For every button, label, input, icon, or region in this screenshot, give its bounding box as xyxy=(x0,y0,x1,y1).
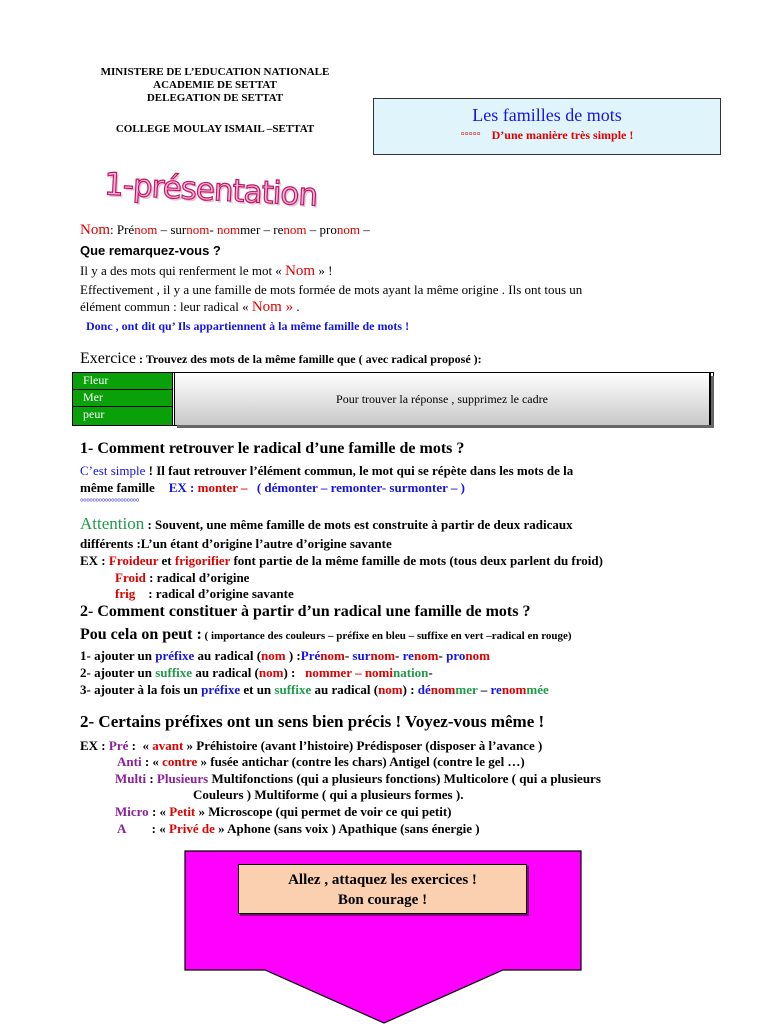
radical-part: nom xyxy=(501,682,527,697)
prefix-part: dé xyxy=(417,682,431,697)
text-fragment: – sur xyxy=(157,222,187,237)
subtitle-dots: °°°°° xyxy=(460,131,481,142)
text-fragment: Il y a des mots qui renferment le mot « xyxy=(80,263,286,278)
encouragement-line-2: Bon courage ! xyxy=(337,892,428,908)
text-fragment: ) : xyxy=(283,665,306,680)
text-fragment: ! Il faut retrouver l’élément commun, le mot qui se répète dans les mots de la xyxy=(145,463,574,478)
prefix-label: Pré xyxy=(108,738,129,753)
prefix-part: Pré xyxy=(300,648,321,663)
text-fragment: - xyxy=(209,222,217,237)
presentation-line-3 xyxy=(80,299,300,315)
presentation-heading: 1-présentation xyxy=(103,166,318,214)
text-fragment: ) : xyxy=(285,648,301,663)
text-fragment: – pro xyxy=(306,222,337,237)
prefix-label: Multi xyxy=(115,771,147,786)
radical-word: nom xyxy=(261,648,286,663)
text-fragment: EX : xyxy=(80,738,109,753)
subtitle: D’une manière très simple ! xyxy=(491,128,634,142)
suffix-part: mée xyxy=(526,682,549,697)
prefix-part: pro xyxy=(446,648,466,663)
text-fragment: : radical d’origine xyxy=(145,570,250,585)
prefix-row-pre xyxy=(80,738,542,754)
ex-list: ( démonter – remonter- surmonter – ) xyxy=(256,480,465,495)
word-mer: Mer xyxy=(83,390,103,404)
radical-froid xyxy=(115,570,249,586)
method-2: 2- ajouter un suffixe au radical (nom) : nommer – nomination- xyxy=(80,665,433,680)
radical-part: nom xyxy=(320,648,345,663)
word-peur: peur xyxy=(83,407,105,421)
radical-word: nom xyxy=(378,682,403,697)
radical-part: nomi xyxy=(364,665,393,680)
text-fragment: » Aphone (sans voix ) Apathique (sans énergie ) xyxy=(214,821,480,836)
presentation-line-1 xyxy=(80,263,332,279)
college-line: COLLEGE MOULAY ISMAIL –SETTAT xyxy=(115,123,315,135)
conclusion: Donc , ont dit qu’ Ils appartiennent à la même famille de mots ! xyxy=(86,319,410,333)
prefix-label: A xyxy=(117,821,126,836)
method-3: 3- ajouter à la fois un préfixe et un suffixe au radical (nom) : dénommer – renommée xyxy=(80,682,549,697)
prefix-row-multi-cont: Couleurs ) Multiforme ( qui a plusieurs formes ). xyxy=(193,787,464,802)
method-1: 1- ajouter un préfixe au radical (nom ) :Prénom- surnom- renom- pronom xyxy=(80,648,490,663)
example-nommer: nommer xyxy=(305,665,352,680)
radical-fragment: nom xyxy=(134,222,158,237)
prefix-meaning: avant xyxy=(152,738,184,753)
prefix-word: préfixe xyxy=(201,682,241,697)
text-fragment: : « xyxy=(141,754,163,769)
text-fragment: » ! xyxy=(315,263,333,278)
word-cell xyxy=(73,407,173,425)
ex-word: monter – xyxy=(194,480,251,495)
section1-line-1 xyxy=(80,463,573,479)
suffix-word: suffixe xyxy=(155,665,193,680)
text-fragment: : radical d’origine savante xyxy=(135,586,294,601)
suffix-part: nation xyxy=(393,665,429,680)
delegation-line: DELEGATION DE SETTAT xyxy=(146,92,284,104)
radical-word: nom xyxy=(258,665,284,680)
radical-word: frig xyxy=(115,586,136,601)
color-note: ( importance des couleurs – préfixe en bleu – suffixe en vert –radical en rouge) xyxy=(201,630,572,642)
prefix-meaning: Privé de xyxy=(169,821,215,836)
word-cell xyxy=(73,390,173,407)
text-fragment: au radical ( xyxy=(311,682,379,697)
text-fragment: élément commun : leur radical « xyxy=(80,299,252,314)
ministry-header xyxy=(70,66,360,105)
attention-label: Attention xyxy=(80,514,145,533)
ex-label: EX : xyxy=(80,553,109,568)
text-fragment: et un xyxy=(240,682,275,697)
text-fragment: » Préhistoire (avant l’histoire) Prédisposer (disposer à l’avance ) xyxy=(183,738,543,753)
text-fragment: même famille xyxy=(80,480,155,495)
word-cell xyxy=(73,373,173,390)
radical-word: Froid xyxy=(115,570,146,585)
text-fragment: – xyxy=(359,222,370,237)
prefix-meaning: contre xyxy=(162,754,198,769)
attention-line-1 xyxy=(80,516,573,533)
prefix-label: Anti xyxy=(117,754,142,769)
suffix-word: suffixe xyxy=(274,682,312,697)
text-fragment: : Souvent, une même famille de mots est construite à partir de deux radicaux xyxy=(144,517,573,532)
text-fragment: 1- ajouter un xyxy=(80,648,156,663)
prefix-part: re xyxy=(490,682,502,697)
prefix-row-micro xyxy=(115,804,452,820)
text-fragment: font partie de la même famille de mots (tous deux parlent du froid) xyxy=(230,553,603,568)
dots-separator: °°°°°°°°°°°°°°°°°°° xyxy=(80,497,139,507)
nom-line xyxy=(80,222,370,238)
pou-label: Pou cela on peut : xyxy=(80,626,202,643)
nom-word: Nom xyxy=(285,263,316,279)
radical-frig xyxy=(115,586,294,602)
text-fragment: : « xyxy=(125,821,170,836)
text-fragment: 2- ajouter un xyxy=(80,665,156,680)
radical-fragment: nom xyxy=(283,222,307,237)
example-word-froideur: Froideur xyxy=(108,553,159,568)
prefix-meaning: Plusieurs xyxy=(156,771,209,786)
text-fragment: : xyxy=(146,771,157,786)
prefix-part: re xyxy=(402,648,414,663)
prefix-word: préfixe xyxy=(155,648,195,663)
prefix-part: sur xyxy=(352,648,371,663)
exercise-instruction: : Trouvez des mots de la même famille que ( avec radical proposé ): xyxy=(135,352,482,366)
subtitle-row xyxy=(374,128,720,143)
answer-cover-box[interactable] xyxy=(174,373,711,425)
text-fragment: » fusée antichar (contre les chars) Antigel (contre le gel …) xyxy=(197,754,525,769)
radical-part: nom xyxy=(465,648,490,663)
text-fragment: : Pré xyxy=(110,222,135,237)
text-fragment: : « xyxy=(148,804,170,819)
section2-heading: 2- Comment constituer à partir d’un radical une famille de mots ? xyxy=(80,603,531,620)
ex-label: EX : xyxy=(168,480,195,495)
section3-heading: 2- Certains préfixes ont un sens bien précis ! Voyez-vous même ! xyxy=(80,712,545,731)
prefix-row-anti xyxy=(117,754,525,770)
prefix-row-multi xyxy=(115,771,601,787)
exercise-table xyxy=(72,372,714,426)
attention-example xyxy=(80,553,603,569)
page-title: Les familles de mots xyxy=(472,105,622,125)
example-word-frigorifier: frigorifier xyxy=(174,553,231,568)
prefix-row-a xyxy=(117,821,480,837)
section1-heading: 1- Comment retrouver le radical d’une famille de mots ? xyxy=(80,440,465,457)
title-box xyxy=(373,98,721,155)
text-fragment: au radical ( xyxy=(192,665,259,680)
prefix-meaning: Petit xyxy=(169,804,196,819)
attention-line-2: différents :L’un étant d’origine l’autre d’origine savante xyxy=(80,536,392,551)
word-fleur: Fleur xyxy=(83,373,109,387)
radical-fragment: nom xyxy=(216,222,241,237)
text-fragment: » Microscope (qui permet de voir ce qui petit) xyxy=(195,804,452,819)
text-fragment: 3- ajouter à la fois un xyxy=(80,682,202,697)
text-fragment: et xyxy=(158,553,175,568)
section2-intro xyxy=(80,627,572,644)
answer-cover-text: Pour trouver la réponse , supprimez le cadre xyxy=(336,391,548,406)
text-fragment: au radical ( xyxy=(194,648,262,663)
nom-word: Nom » xyxy=(251,299,294,315)
simple-text: C’est simple xyxy=(80,463,146,478)
text-fragment: mer – re xyxy=(240,222,284,237)
exercise-line xyxy=(80,351,482,367)
text-fragment: : « xyxy=(128,738,153,753)
suffix-part: mer xyxy=(455,682,478,697)
exercise-label: Exercice xyxy=(80,350,136,367)
academy-line: ACADEMIE DE SETTAT xyxy=(153,79,277,91)
radical-part: nom xyxy=(370,648,396,663)
radical-fragment: nom xyxy=(186,222,210,237)
text-fragment: ) : xyxy=(402,682,418,697)
ministry-line: MINISTERE DE L’EDUCATION NATIONALE xyxy=(100,66,330,78)
text-fragment: . xyxy=(293,299,300,314)
radical-fragment: nom xyxy=(336,222,360,237)
question: Que remarquez-vous ? xyxy=(80,243,221,258)
prefix-label: Micro xyxy=(115,804,149,819)
presentation-line-2: Effectivement , il y a une famille de mots formée de mots ayant la même origine . Ils ont tous un xyxy=(80,282,583,297)
encouragement-line-1: Allez , attaquez les exercices ! xyxy=(288,872,477,888)
nom-word: Nom xyxy=(80,222,110,238)
text-fragment: Multifonctions (qui a plusieurs fonctions) Multicolore ( qui a plusieurs xyxy=(208,771,601,786)
radical-part: nom xyxy=(430,682,456,697)
encouragement-box xyxy=(238,864,527,914)
radical-part: nom xyxy=(413,648,439,663)
